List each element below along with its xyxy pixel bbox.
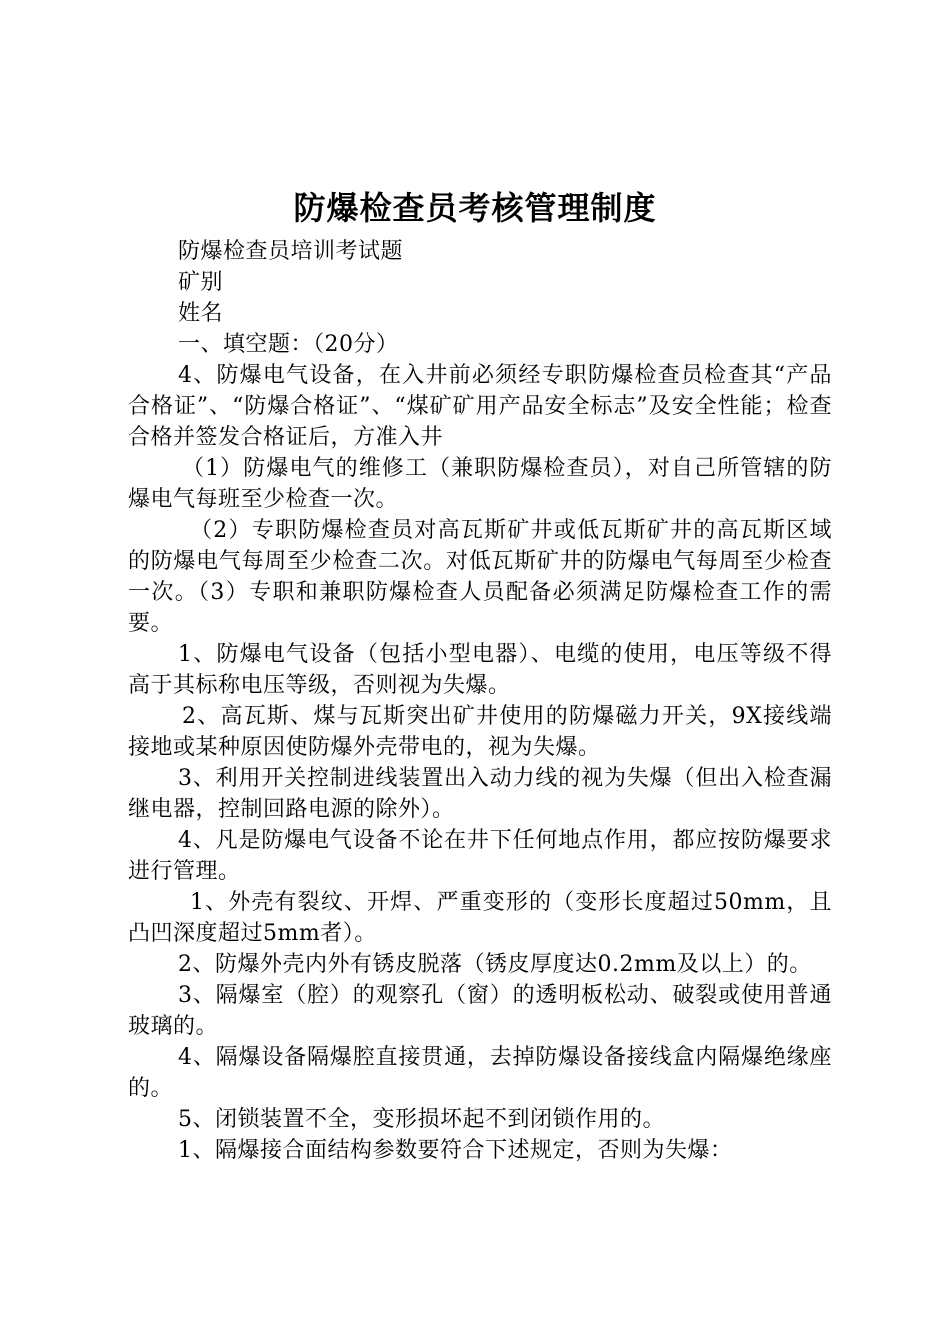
paragraph: （1）防爆电气的维修工（兼职防爆检查员），对自己所管辖的防爆电气每班至少检查一次。 — [128, 456, 832, 512]
paragraph: 3、利用开关控制进线装置出入动力线的视为失爆（但出入检查漏继电器，控制回路电源的除外）。 — [128, 766, 832, 822]
paragraph: 4、隔爆设备隔爆腔直接贯通，去掉防爆设备接线盒内隔爆绝缘座的。 — [128, 1045, 832, 1101]
document-body — [128, 236, 832, 1166]
name-label: 姓名 — [178, 301, 224, 326]
paragraph: 2、高瓦斯、煤与瓦斯突出矿井使用的防爆磁力开关，9X接线端接地或某种原因使防爆外壳带电的，视为失爆。 — [128, 704, 832, 760]
paragraph: 1、防爆电气设备（包括小型电器）、电缆的使用，电压等级不得高于其标称电压等级，否则视为失爆。 — [128, 642, 832, 698]
paragraph: 1、外壳有裂纹、开焊、严重变形的（变形长度超过50mm，且凸凹深度超过5mm者）。 — [128, 890, 832, 946]
paragraph: （2）专职防爆检查员对高瓦斯矿井或低瓦斯矿井的高瓦斯区域的防爆电气每周至少检查二次。对低瓦斯矿井的防爆电气每周至少检查一次。（3）专职和兼职防爆检查人员配备必须满足防爆检查工作的需要。 — [128, 518, 832, 636]
paragraph: 4、防爆电气设备，在入井前必须经专职防爆检查员检查其“产品合格证”、“防爆合格证”、“煤矿矿用产品安全标志”及安全性能；检查合格并签发合格证后，方准入井 — [128, 363, 832, 450]
paragraph: 5、闭锁装置不全，变形损坏起不到闭锁作用的。 — [178, 1107, 665, 1132]
exam-heading: 防爆检查员培训考试题 — [178, 239, 404, 264]
document-title: 防爆检查员考核管理制度 — [293, 189, 657, 227]
mine-label: 矿别 — [178, 270, 224, 295]
paragraph: 3、隔爆室（腔）的观察孔（窗）的透明板松动、破裂或使用普通玻璃的。 — [128, 983, 832, 1039]
paragraph: 2、防爆外壳内外有锈皮脱落（锈皮厚度达0.2mm及以上）的。 — [178, 952, 812, 977]
paragraph: 4、凡是防爆电气设备不论在井下任何地点作用，都应按防爆要求进行管理。 — [128, 828, 832, 884]
paragraph: 1、隔爆接合面结构参数要符合下述规定，否则为失爆： — [178, 1138, 733, 1163]
section-heading: 一、填空题：（20分） — [178, 332, 399, 357]
